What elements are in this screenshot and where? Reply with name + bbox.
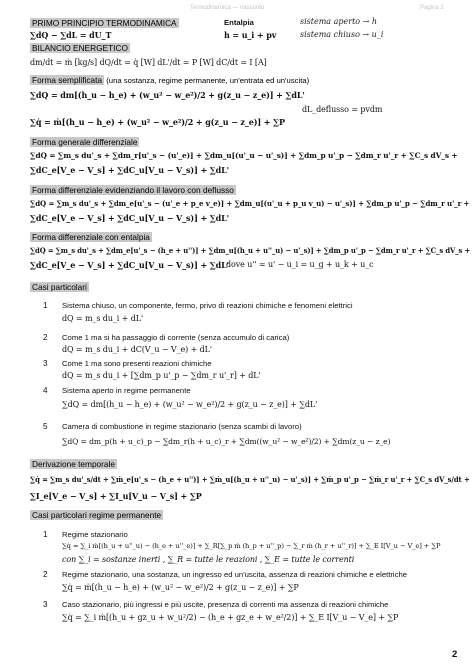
regime-3-eq: ∑q̇ = ∑_i ṁ[(h_u + gz_u + w_u²/2) − (h_e + gz_e + w_e²/2)] + ∑_E I[V_u − V_e] + ∑P (62, 613, 399, 622)
case-number: 1 (43, 530, 48, 539)
regime-1-note: con ∑_i = sostanze inerti , ∑_R = tutte le reazioni , ∑_E = tutte le correnti (62, 555, 355, 564)
case-1-text: Sistema chiuso, un componente, fermo, privo di reazioni chimiche e fenomeni elettrici (62, 301, 353, 310)
derivazione-eq1: ∑q̇ = ∑m_s du'_s/dt + ∑ṁ_e[u'_s − (h_e + u'')] + ∑ṁ_u[(h_u + u''_u) − u'_s)] + ∑ṁ_p u'_p − ∑ṁ_r u'_r + ∑C_s dV_s/dt + (30, 475, 470, 484)
forma-deflusso-eq1: ∑dQ = ∑m_s du'_s + ∑dm_e[u'_s − (u'_e + p_e v_e)] + ∑dm_u[(u'_u + p_u v_u) − u'_s)] + ∑dm_p u'_p − ∑dm_r u'_r + (30, 199, 470, 208)
case-4-text: Sistema aperto in regime permanente (62, 386, 191, 395)
case-number: 3 (43, 600, 48, 609)
regime-3-text: Caso stazionario, più ingressi e più uscite, presenza di correnti ma assenza di reazioni chimiche (62, 600, 389, 609)
forma-generale-eq1: ∑dQ = ∑m_s du'_s + ∑dm_r[u'_s − (u'_e)] + ∑dm_u[(u'_u − u'_s)] + ∑dm_p u'_p − ∑dm_r u'_r + ∑C_s dV_s + (30, 151, 458, 160)
case-number: 2 (43, 333, 48, 342)
forma-entalpia-eq2: ∑dC_e[V_e − V_s] + ∑dC_u[V_u − V_s)] + ∑dL' (30, 260, 230, 270)
handwritten-note-closed: sistema chiuso → u_i (300, 30, 384, 39)
forma-semplificata-eq1: ∑dQ = dm[(h_u − h_e) + (w_u² − w_e²)/2 + g(z_u − z_e)] + ∑dL' (30, 90, 305, 100)
section-title-forma-deflusso: Forma differenziale evidenziando il lavoro con deflusso (32, 185, 234, 195)
case-number: 1 (43, 301, 48, 310)
forma-semplificata-eq2: ∑q̇ = ṁ[(h_u − h_e) + (w_u² − w_e²)/2 + g(z_u − z_e)] + ∑P (30, 117, 285, 127)
case-1-eq: dQ = m_s du_i + dL' (62, 314, 144, 323)
regime-2-eq: ∑q̇ = ṁ[(h_u − h_e) + (w_u² − w_e²)/2 + g(z_u − z_e)] + ∑P (62, 583, 299, 592)
regime-2-text: Regime stazionario, una sostanza, un ingresso ed un'uscita, assenza di reazioni chimiche e elettriche (62, 570, 408, 579)
case-5-text: Camera di combustione in regime stazionario (senza scambi di lavoro) (62, 422, 302, 431)
forma-entalpia-eq1: ∑dQ = ∑m_s du'_s + ∑dm_e[u'_s − (h_e + u'')] + ∑dm_u[(h_u + u''_u) − u'_s)] + ∑dm_p u'_p − ∑dm_r u'_r + ∑C_s dV_s + (30, 246, 471, 255)
primo-principio-equation: ∑dQ − ∑dL = dU_T (30, 30, 112, 40)
faint-header-right: Pagina 2 (420, 5, 444, 11)
forma-generale-eq2: ∑dC_e[V_e − V_s] + ∑dC_u[V_u − V_s)] + ∑dL' (30, 165, 230, 175)
section-title-derivazione: Derivazione temporale (32, 459, 116, 469)
case-2-eq: dQ = m_s du_i + dC(V_u − V_e) + dL' (62, 345, 212, 354)
section-title-regime-permanente: Casi particolari regime permanente (32, 510, 162, 520)
case-3-eq: dQ = m_s du_i + [∑dm_p u'_p − ∑dm_r u'_r] + dL' (62, 371, 261, 380)
forma-semplificata-desc: (una sostanza, regime permanente, un'entrata ed un'uscita) (104, 76, 310, 85)
section-title-bilancio: BILANCIO ENERGETICO (32, 43, 128, 53)
case-number: 3 (43, 359, 48, 368)
section-title-forma-generale: Forma generale differenziale (32, 137, 138, 147)
section-title-casi-particolari: Casi particolari (32, 282, 87, 292)
faint-header-left: Termodinamica — riassunto (190, 5, 265, 11)
case-number: 5 (43, 422, 48, 431)
section-title-forma-semplificata: Forma semplificata (32, 75, 103, 85)
bilancio-rates: dm/dt = ṁ [kg/s] dQ/dt = q̇ [W] dL'/dt = P [W] dC/dt = I [A] (30, 58, 267, 67)
derivazione-eq2: ∑I_e[V_e − V_s] + ∑I_u[V_u − V_s] + ∑P (30, 491, 202, 501)
regime-1-eq: ∑q̇ = ∑_i ṁ[(h_u + u''_u) − (h_e + u''_e)] + ∑_R[∑_p ṁ (h_p + u''_p) − ∑_r ṁ (h_r + u''_r)] + ∑_E I[V_u − V_e] + ∑P (62, 542, 441, 550)
deflusso-work: dL_deflusso = pvdm (302, 105, 383, 114)
case-3-text: Come 1 ma sono presenti reazioni chimiche (62, 359, 212, 368)
entalpia-label: Entalpia (224, 18, 254, 27)
case-number: 4 (43, 386, 48, 395)
case-4-eq: ∑dQ = dm[(h_u − h_e) + (w_u² − w_e²)/2 + g(z_u − z_e)] + ∑dL' (62, 400, 318, 409)
case-5-eq: ∑dQ = dm_p(h + u_c)_p − ∑dm_r(h + u_c)_r + ∑dm((w_u² − w_e²)/2) + ∑dm(z_u − z_e) (62, 437, 391, 446)
section-title-primo-principio: PRIMO PRINCIPIO TERMODINAMICA (32, 18, 177, 28)
case-2-text: Come 1 ma si ha passaggio di corrente (senza accumulo di carica) (62, 333, 290, 342)
handwritten-note-open: sistema aperto → h (300, 17, 378, 26)
section-title-forma-entalpia: Forma differenziale con entalpia (32, 232, 150, 242)
entalpia-equation: h = u_i + pv (224, 30, 277, 40)
page-number: 2 (452, 649, 458, 660)
regime-1-text: Regime stazionario (62, 530, 128, 539)
forma-entalpia-dove: dove u'' = u' − u_i = u_g + u_k + u_c (226, 260, 374, 269)
case-number: 2 (43, 570, 48, 579)
forma-deflusso-eq2: ∑dC_e[V_e − V_s] + ∑dC_u[V_u − V_s)] + ∑dL' (30, 213, 230, 223)
